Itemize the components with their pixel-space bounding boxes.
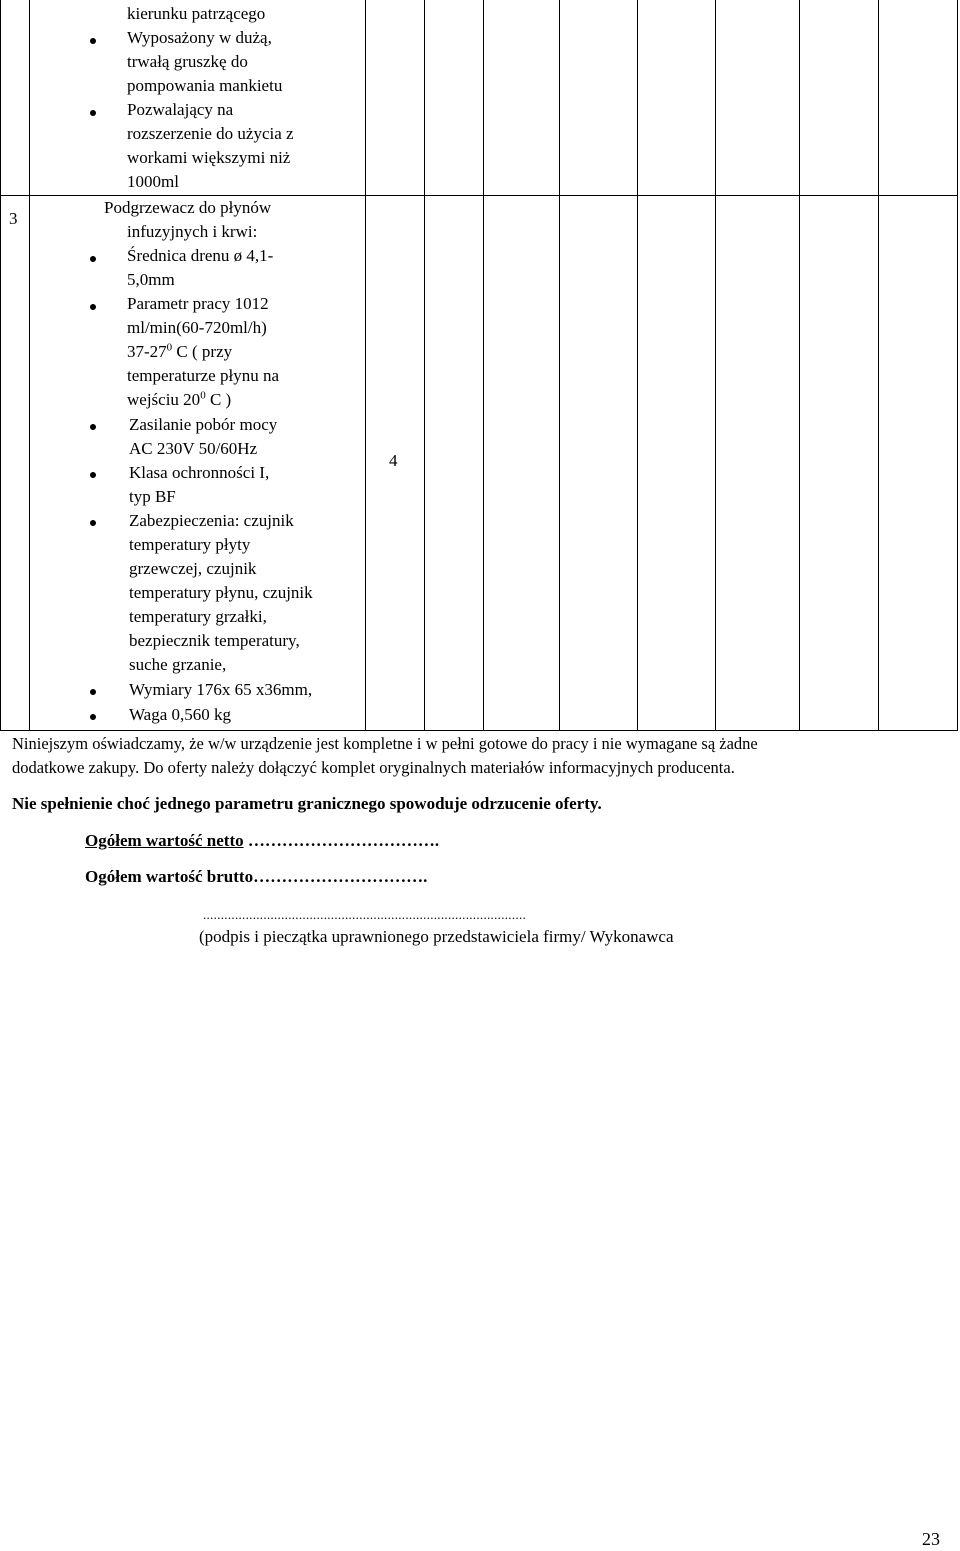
table-border-col6 <box>637 0 638 731</box>
table-border-col1 <box>29 0 30 731</box>
row-number: 3 <box>9 209 18 228</box>
table-border-col9 <box>878 0 879 731</box>
bullet-icon <box>90 304 96 310</box>
spec-line: Zabezpieczenia: czujnik <box>129 511 294 530</box>
spec-line: temperatury płynu, czujnik <box>129 583 313 602</box>
total-net <box>85 831 439 851</box>
spec-line: temperatury grzałki, <box>129 607 267 626</box>
signature-caption: (podpis i pieczątka uprawnionego przedstawiciela firmy/ Wykonawca <box>199 927 674 946</box>
warning-text: Nie spełnienie choć jednego parametru granicznego spowoduje odrzucenie oferty. <box>12 794 602 813</box>
table-border-col2 <box>365 0 366 731</box>
spec-line: grzewczej, czujnik <box>129 559 257 578</box>
page-number: 23 <box>922 1529 940 1549</box>
table-border-col5 <box>559 0 560 731</box>
spec-line: typ BF <box>129 487 176 506</box>
table-bottom <box>0 730 958 731</box>
spec-line: temperaturze płynu na <box>127 366 279 385</box>
bullet-icon <box>90 38 96 44</box>
item-text-line: pompowania mankietu <box>127 76 283 95</box>
item-title: infuzyjnych i krwi: <box>127 222 258 241</box>
bullet-icon <box>90 714 96 720</box>
total-gross-label: Ogółem wartość brutto <box>85 867 254 886</box>
spec-temperature-line: $37-27^0$ C ( przy <box>127 341 233 361</box>
spec-line: Waga 0,560 kg <box>129 705 232 724</box>
spec-temperature-line: wejściu $20^0$ C ) <box>127 389 232 409</box>
spec-line: Parametr pracy 1012 <box>127 294 269 313</box>
bullet-icon <box>90 256 96 262</box>
total-gross-dots: …………………………. <box>253 867 428 886</box>
spec-line: bezpiecznik temperatury, <box>129 631 300 650</box>
total-net-dots: ……………………………. <box>243 831 440 850</box>
bullet-icon <box>90 110 96 116</box>
item-text-line: 1000ml <box>127 172 179 191</box>
table-border-right <box>957 0 958 731</box>
item-title: Podgrzewacz do płynów <box>104 198 272 217</box>
spec-line: suche grzanie, <box>129 655 227 674</box>
table-border-left <box>0 0 1 731</box>
item-text-line: kierunku patrzącego <box>127 4 266 23</box>
spec-line: ml/min(60-720ml/h) <box>127 318 267 337</box>
spec-line: temperatury płyty <box>129 535 251 554</box>
bullet-icon <box>90 472 96 478</box>
signature-dots: ........................................................................................... <box>203 907 527 922</box>
item-text-line: Wyposażony w dużą, <box>127 28 272 47</box>
table-border-col3 <box>424 0 425 731</box>
total-gross <box>85 867 427 887</box>
spec-line: Klasa ochronności I, <box>129 463 270 482</box>
spec-line: Wymiary 176x 65 x36mm, <box>129 680 313 699</box>
spec-line: AC 230V 50/60Hz <box>129 439 258 458</box>
table-border-col7 <box>715 0 716 731</box>
row-separator <box>0 195 958 196</box>
table-border-col8 <box>799 0 800 731</box>
statement-line: Niniejszym oświadczamy, że w/w urządzenie jest kompletne i w pełni gotowe do pracy i nie wymagane są żadne <box>12 734 758 753</box>
bullet-icon <box>90 424 96 430</box>
item-text-line: Pozwalający na <box>127 100 234 119</box>
spec-line: 5,0mm <box>127 270 175 289</box>
bullet-icon <box>90 520 96 526</box>
item-text-line: rozszerzenie do użycia z <box>127 124 294 143</box>
total-net-label: Ogółem wartość netto <box>85 831 244 850</box>
spec-line: Zasilanie pobór mocy <box>129 415 278 434</box>
bullet-icon <box>90 689 96 695</box>
statement-line: dodatkowe zakupy. Do oferty należy dołączyć komplet oryginalnych materiałów informacyjnych producenta. <box>12 758 735 777</box>
spec-line: Średnica drenu ø 4,1- <box>127 246 274 265</box>
item-text-line: trwałą gruszkę do <box>127 52 248 71</box>
table-border-col4 <box>483 0 484 731</box>
quantity-cell: 4 <box>389 451 398 470</box>
item-text-line: workami większymi niż <box>127 148 291 167</box>
